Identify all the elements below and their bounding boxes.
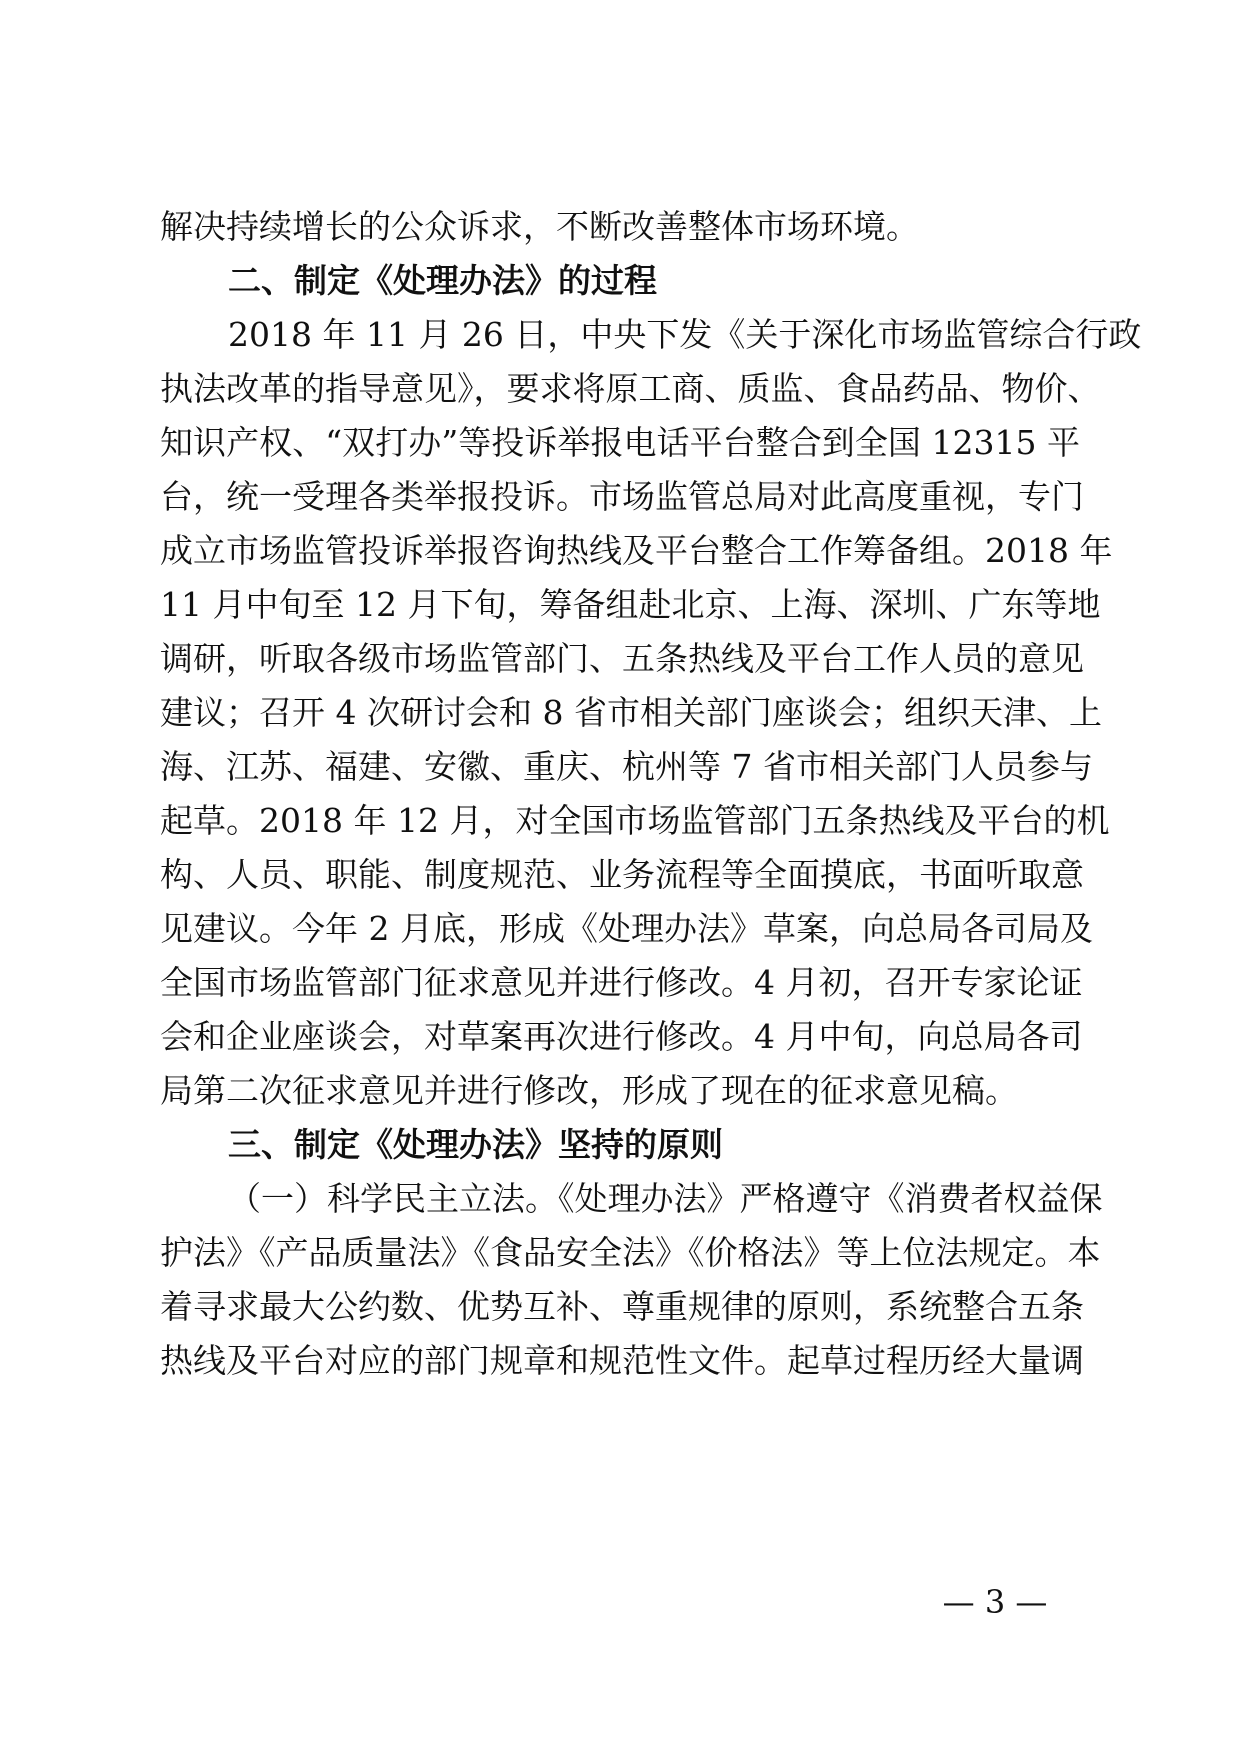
paragraph-line: 局第二次征求意见并进行修改，形成了现在的征求意见稿。 <box>160 1071 1018 1110</box>
paragraph-line: 构、人员、职能、制度规范、业务流程等全面摸底，书面听取意 <box>160 855 1084 894</box>
paragraph-line: 2018 年 11 月 26 日，中央下发《关于深化市场监管综合行政 <box>228 315 1142 354</box>
paragraph-line: 热线及平台对应的部门规章和规范性文件。起草过程历经大量调 <box>160 1341 1084 1380</box>
paragraph-line: 护法》《产品质量法》《食品安全法》《价格法》等上位法规定。本 <box>160 1233 1101 1272</box>
paragraph-line: 建议；召开 4 次研讨会和 8 省市相关部门座谈会；组织天津、上 <box>160 693 1102 732</box>
paragraph-line: 11 月中旬至 12 月下旬，筹备组赴北京、上海、深圳、广东等地 <box>160 585 1101 624</box>
paragraph-line: 执法改革的指导意见》，要求将原工商、质监、食品药品、物价、 <box>160 369 1101 408</box>
paragraph-line: （一）科学民主立法。《处理办法》严格遵守《消费者权益保 <box>228 1179 1103 1218</box>
paragraph-line: 成立市场监管投诉举报咨询热线及平台整合工作筹备组。2018 年 <box>160 531 1113 570</box>
paragraph-line: 台，统一受理各类举报投诉。市场监管总局对此高度重视，专门 <box>160 477 1084 516</box>
paragraph-line: 起草。2018 年 12 月，对全国市场监管部门五条热线及平台的机 <box>160 801 1110 840</box>
section-heading-principles: 三、制定《处理办法》坚持的原则 <box>228 1125 723 1164</box>
paragraph-line: 海、江苏、福建、安徽、重庆、杭州等 7 省市相关部门人员参与 <box>160 747 1093 786</box>
section-heading-process: 二、制定《处理办法》的过程 <box>228 261 657 300</box>
page-number: — 3 — <box>942 1583 1048 1621</box>
paragraph-line: 知识产权、“双打办”等投诉举报电话平台整合到全国 12315 平 <box>160 423 1080 462</box>
paragraph-line: 调研，听取各级市场监管部门、五条热线及平台工作人员的意见 <box>160 639 1084 678</box>
paragraph-line: 会和企业座谈会，对草案再次进行修改。4 月中旬，向总局各司 <box>160 1017 1083 1056</box>
paragraph-line: 着寻求最大公约数、优势互补、尊重规律的原则，系统整合五条 <box>160 1287 1084 1326</box>
paragraph-line: 解决持续增长的公众诉求，不断改善整体市场环境。 <box>160 207 919 246</box>
paragraph-line: 见建议。今年 2 月底，形成《处理办法》草案，向总局各司局及 <box>160 909 1093 948</box>
paragraph-line: 全国市场监管部门征求意见并进行修改。4 月初，召开专家论证 <box>160 963 1083 1002</box>
